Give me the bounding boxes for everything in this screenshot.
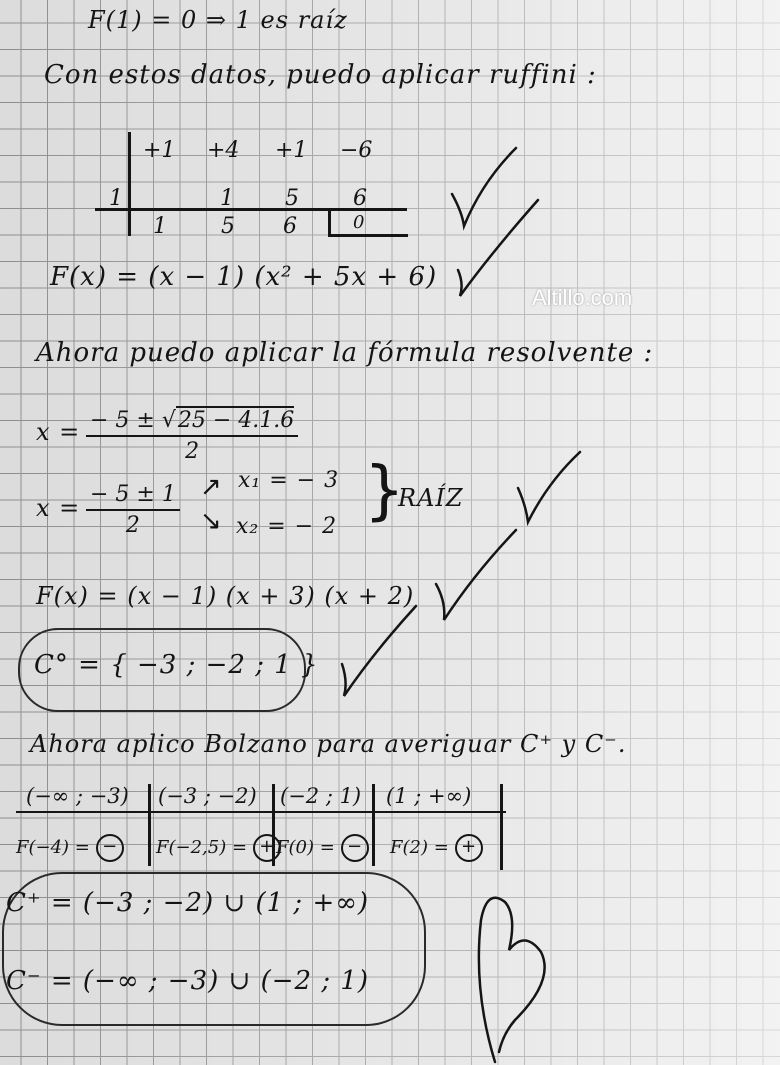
formula-denominator-2: 2	[125, 513, 140, 538]
bolzano-table-divider	[16, 811, 506, 813]
factored-polynomial-1: F(x) = (x − 1) (x² + 5x + 6)	[50, 262, 438, 292]
quadratic-formula-fraction: $\frac{- 5 \pm √25 - 4.1.6}{2}$	[86, 408, 298, 464]
ruffini-coefficient: +4	[207, 138, 240, 163]
x-equals-label: x =	[36, 418, 81, 446]
checkmark-icon	[336, 600, 420, 700]
bolzano-interval: (1 ; +∞)	[386, 784, 472, 808]
ruffini-coefficient: −6	[340, 138, 373, 163]
bolzano-eval: F(−2,5) = +	[156, 834, 281, 862]
arrow-up-right-icon: ↗	[200, 472, 222, 502]
formula-numerator-prefix: − 5 ±	[90, 408, 155, 433]
checkmark-icon	[430, 524, 520, 624]
formula-numerator-2: − 5 ± 1	[86, 482, 180, 511]
quadratic-formula-intro: Ahora puedo aplicar la fórmula resolvente :	[36, 338, 654, 368]
arrow-down-right-icon: ↘	[200, 506, 222, 536]
formula-radicand: 25 − 4.1.6	[177, 408, 295, 433]
ruffini-intro: Con estos datos, puedo aplicar ruffini :	[44, 60, 597, 90]
root-x2: x₂ = − 2	[236, 514, 338, 539]
bolzano-interval: (−∞ ; −3)	[26, 784, 129, 808]
ruffini-remainder: 0	[353, 212, 365, 233]
bolzano-interval: (−2 ; 1)	[280, 784, 362, 808]
factored-polynomial-2: F(x) = (x − 1) (x + 3) (x + 2)	[36, 582, 415, 610]
bolzano-column-separator	[148, 784, 151, 866]
ruffini-scheme	[95, 132, 415, 242]
bolzano-column-separator	[372, 784, 375, 866]
ruffini-result: 1	[153, 214, 167, 239]
zeros-set: C° = { −3 ; −2 ; 1 }	[34, 650, 319, 680]
ruffini-coefficient: +1	[143, 138, 176, 163]
checkmark-icon	[512, 448, 584, 528]
ruffini-coefficient: +1	[275, 138, 308, 163]
right-brace-icon: }	[364, 454, 405, 528]
heart-doodle-icon	[455, 880, 555, 1065]
negative-sign-icon: −	[341, 834, 369, 862]
ruffini-remainder-box-bottom	[328, 234, 408, 237]
checkmark-icon	[452, 192, 542, 302]
ruffini-vertical-line	[128, 132, 131, 236]
positive-sign-icon: +	[253, 834, 281, 862]
root-statement: F(1) = 0 ⇒ 1 es raíz	[88, 6, 348, 34]
quadratic-formula-fraction-2	[86, 482, 180, 538]
bolzano-interval: (−3 ; −2)	[158, 784, 257, 808]
ruffini-product: 1	[220, 186, 234, 211]
positive-set: C⁺ = (−3 ; −2) ∪ (1 ; +∞)	[6, 888, 370, 918]
watermark: Altillo.com	[532, 285, 633, 310]
ruffini-product: 6	[353, 186, 367, 211]
ruffini-result: 6	[283, 214, 297, 239]
negative-sign-icon: −	[96, 834, 124, 862]
bolzano-eval: F(2) = +	[390, 834, 483, 862]
root-x1: x₁ = − 3	[238, 468, 340, 493]
ruffini-root: 1	[109, 186, 123, 211]
roots-label: RAÍZ	[398, 484, 464, 512]
bolzano-eval: F(0) = −	[276, 834, 369, 862]
ruffini-remainder-box-left	[328, 208, 331, 236]
bolzano-eval: F(−4) = −	[16, 834, 124, 862]
formula-denominator: 2	[185, 439, 200, 464]
bolzano-table	[10, 784, 510, 874]
bolzano-intro: Ahora aplico Bolzano para averiguar C⁺ y C⁻.	[30, 730, 627, 758]
bolzano-column-separator	[500, 784, 503, 870]
x-equals-label-2: x =	[36, 494, 81, 522]
positive-sign-icon: +	[455, 834, 483, 862]
negative-set: C⁻ = (−∞ ; −3) ∪ (−2 ; 1)	[6, 966, 370, 996]
ruffini-product: 5	[285, 186, 299, 211]
ruffini-result: 5	[221, 214, 235, 239]
